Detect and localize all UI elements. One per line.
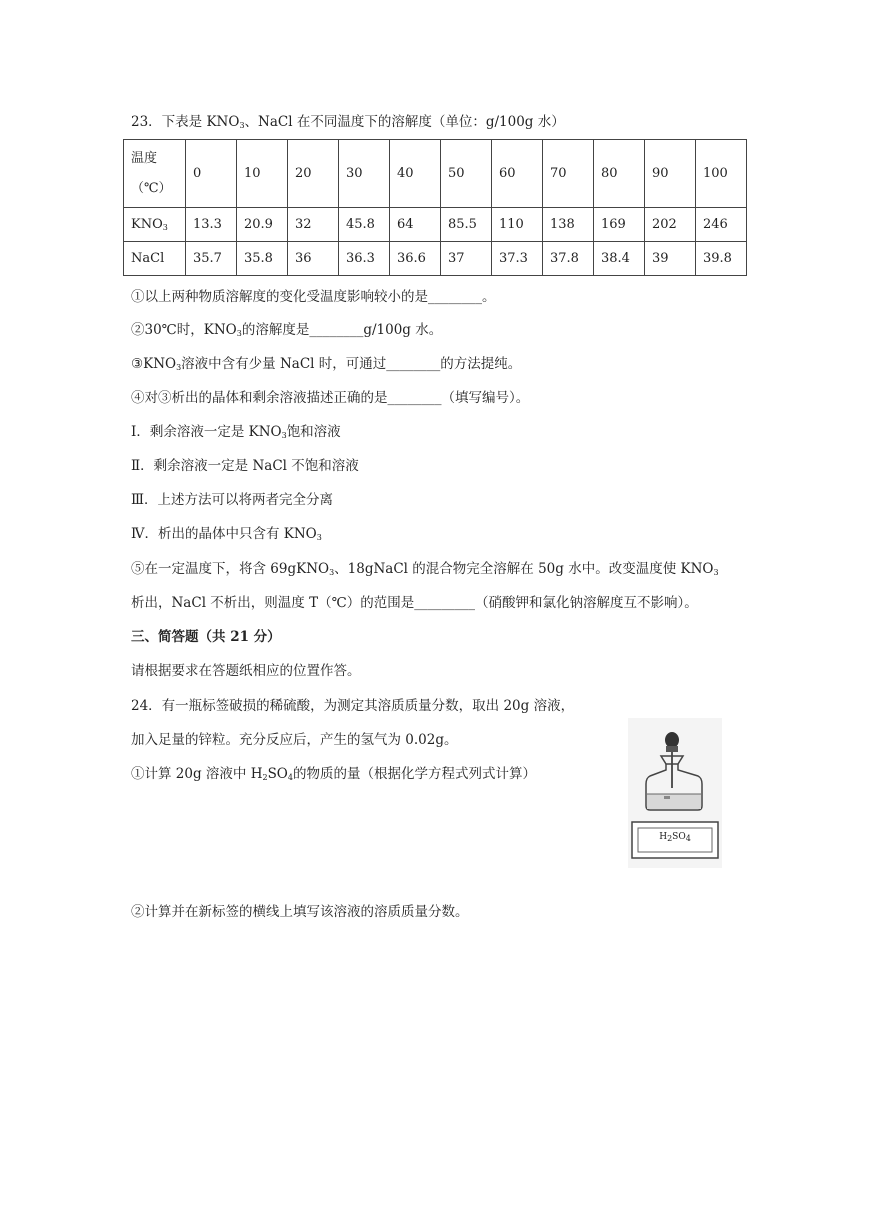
option-3: Ⅲ．上述方法可以将两者完全分离: [131, 492, 334, 508]
q23-title: 23．下表是 $KNO_3$、NaCl 在不同温度下的溶解度（单位：g/100g 水）: [131, 114, 565, 130]
reagent-bottle-figure: [628, 718, 722, 868]
q23-part3: $③KNO_3$溶液中含有少量 NaCl 时，可通过________的方法提纯。: [131, 356, 522, 372]
table-cell: 138: [543, 208, 594, 242]
table-cell: 85.5: [441, 208, 492, 242]
table-cell: 40: [390, 140, 441, 208]
table-cell: 30: [339, 140, 390, 208]
table-cell: 50: [441, 140, 492, 208]
table-cell: 169: [594, 208, 645, 242]
q24-line1: 24．有一瓶标签破损的稀硫酸，为测定其溶质质量分数，取出 20g 溶液，: [131, 698, 575, 714]
option-4: Ⅳ．析出的晶体中只含有 $KNO_3$: [131, 526, 322, 542]
table-cell: 37: [441, 242, 492, 276]
table-row-nacl: [124, 242, 747, 276]
table-cell: 32: [288, 208, 339, 242]
table-cell: 202: [645, 208, 696, 242]
kno3-row-header: $KNO_3$: [124, 208, 186, 242]
solubility-table: [123, 139, 747, 276]
table-cell: 37.3: [492, 242, 543, 276]
q23-part1: ①以上两种物质溶解度的变化受温度影响较小的是________。: [131, 289, 496, 305]
table-row-kno3: [124, 208, 747, 242]
table-cell: 110: [492, 208, 543, 242]
table-cell: 45.8: [339, 208, 390, 242]
table-cell: 36.6: [390, 242, 441, 276]
table-cell: 64: [390, 208, 441, 242]
dropper-bottle-icon: [628, 718, 722, 868]
table-cell: 246: [696, 208, 747, 242]
q24-line2: 加入足量的锌粒。充分反应后，产生的氢气为 0.02g。: [131, 732, 458, 748]
table-cell: 36.3: [339, 242, 390, 276]
section-instruction: 请根据要求在答题纸相应的位置作答。: [131, 663, 361, 679]
table-cell: 70: [543, 140, 594, 208]
q24-part2: ②计算并在新标签的横线上填写该溶液的溶质质量分数。: [131, 904, 469, 920]
section-heading: 三、简答题（共 21 分）: [131, 629, 281, 645]
table-cell: 36: [288, 242, 339, 276]
table-cell: 10: [237, 140, 288, 208]
table-cell: 60: [492, 140, 543, 208]
table-cell: 35.7: [186, 242, 237, 276]
table-cell: 20.9: [237, 208, 288, 242]
q23-part5-line1: ⑤在一定温度下，将含 69gKNO$_3$、18gNaCl 的混合物完全溶解在 50g 水中。改变温度使 $KNO_3$: [131, 561, 719, 577]
table-cell: 39: [645, 242, 696, 276]
bottle-label-text: $H_2SO_4$: [659, 832, 691, 843]
option-1: Ⅰ．剩余溶液一定是 $KNO_3$饱和溶液: [131, 424, 341, 440]
table-cell: 0: [186, 140, 237, 208]
nacl-row-header: NaCl: [124, 242, 186, 276]
table-cell: 13.3: [186, 208, 237, 242]
temperature-header: 温度 （℃）: [124, 140, 186, 208]
table-cell: 20: [288, 140, 339, 208]
table-cell: 90: [645, 140, 696, 208]
option-2: Ⅱ．剩余溶液一定是 NaCl 不饱和溶液: [131, 458, 359, 474]
table-cell: 80: [594, 140, 645, 208]
table-row-temperature: [124, 140, 747, 208]
table-cell: 35.8: [237, 242, 288, 276]
table-cell: 38.4: [594, 242, 645, 276]
table-cell: 100: [696, 140, 747, 208]
q24-part1: ①计算 20g 溶液中 $H_2SO_4$的物质的量（根据化学方程式列式计算）: [131, 766, 536, 782]
table-cell: 39.8: [696, 242, 747, 276]
q23-part2: ②30℃时，$KNO_3$的溶解度是________g/100g 水。: [131, 322, 443, 338]
q23-part4: ④对③析出的晶体和剩余溶液描述正确的是________（填写编号）。: [131, 390, 530, 406]
table-cell: 37.8: [543, 242, 594, 276]
q23-part5-line2: 析出，NaCl 不析出，则温度 T（℃）的范围是_________（硝酸钾和氯化钠溶解度互不影响）。: [131, 595, 698, 611]
